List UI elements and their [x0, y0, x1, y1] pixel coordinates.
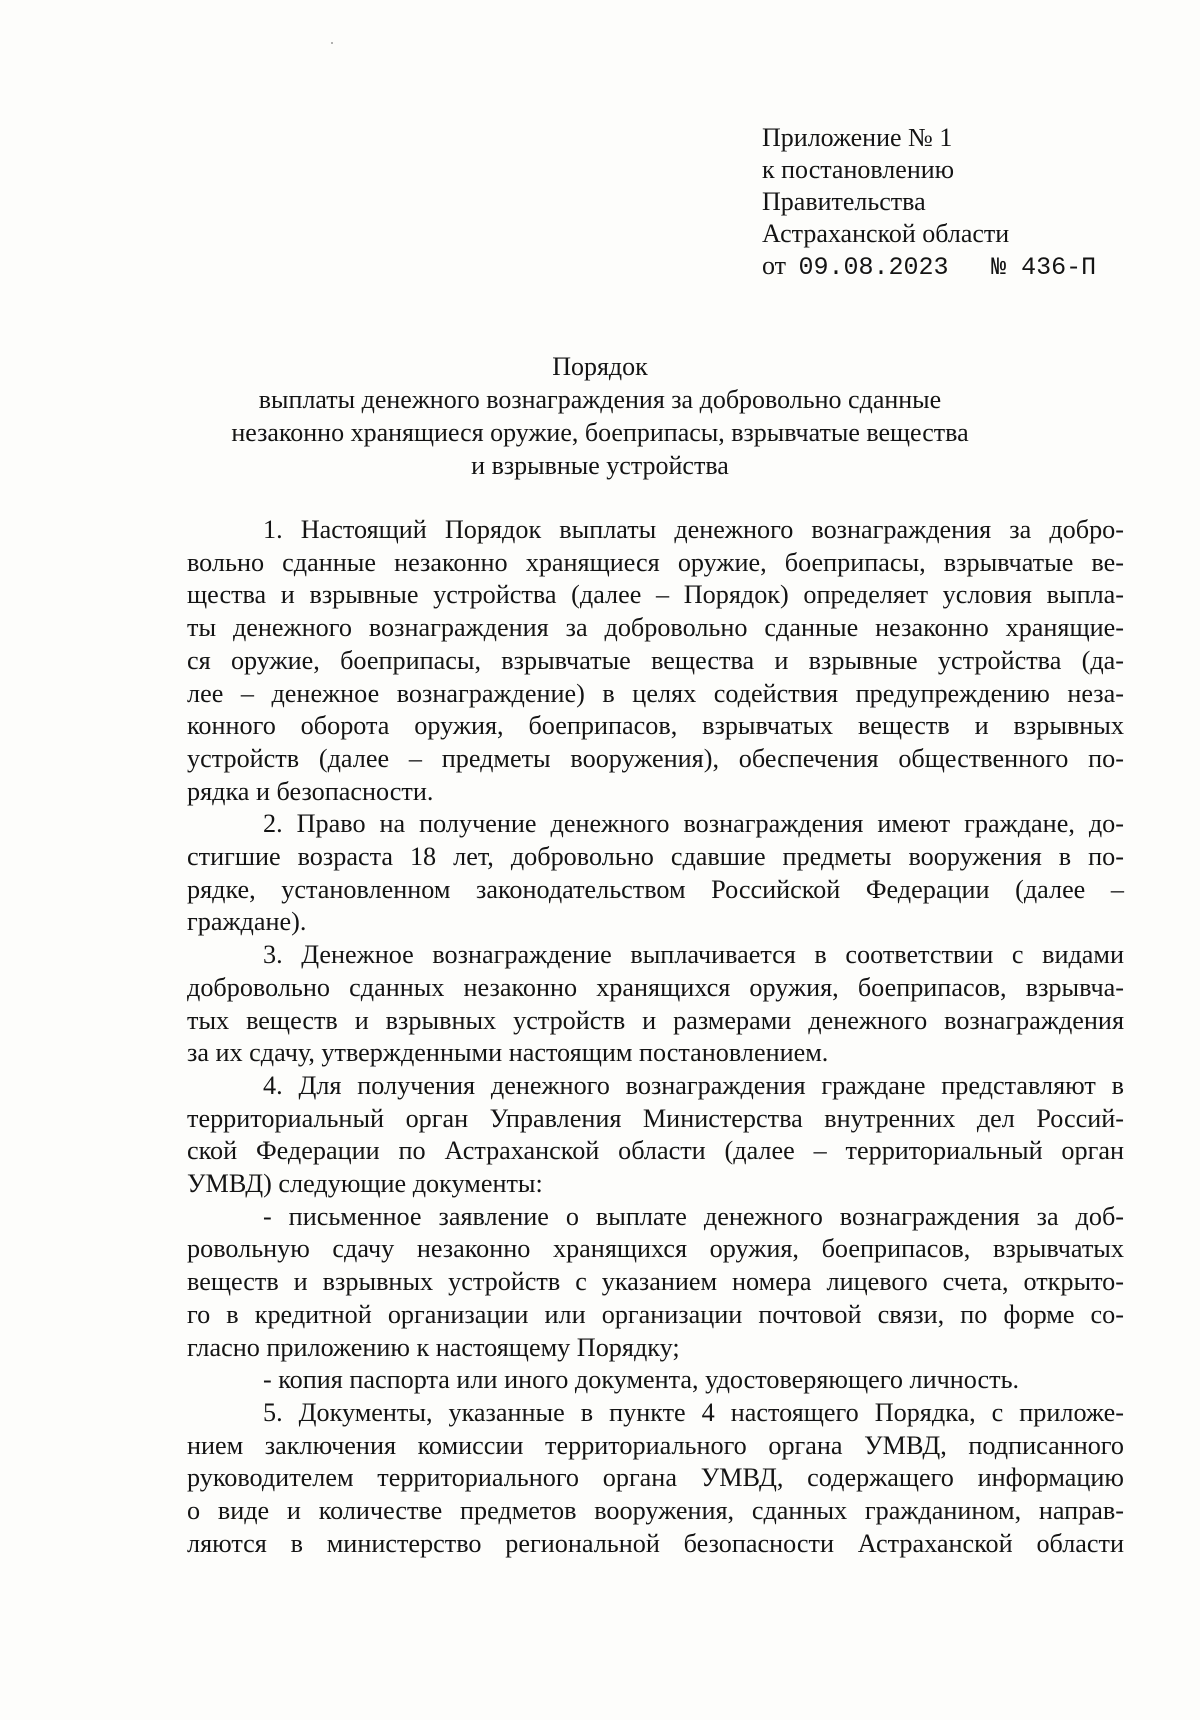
body-line: 2. Право на получение денежного вознаграждения имеют граждане, до- [263, 809, 1124, 839]
body-line: рядка и безопасности. [187, 776, 434, 806]
body-line: нием заключения комиссии территориального органа УМВД, подписанного [187, 1430, 1124, 1460]
body-line: конного оборота оружия, боеприпасов, взрывчатых веществ и взрывных [187, 711, 1124, 741]
heading-title: Порядок [552, 352, 648, 381]
body-line: вольно сданные незаконно хранящиеся оружие, боеприпасы, взрывчатые ве- [187, 547, 1124, 577]
body-line: территориальный орган Управления Министерства внутренних дел Россий- [187, 1103, 1124, 1133]
appendix-block [762, 122, 1182, 284]
body-line: 1. Настоящий Порядок выплаты денежного вознаграждения за добро- [263, 515, 1124, 544]
body-line: о виде и количестве предметов вооружения, сданных гражданином, направ- [187, 1496, 1124, 1526]
body-line: УМВД) следующие документы: [187, 1169, 543, 1199]
appendix-number: № 436-П [991, 253, 1097, 282]
body-line: го в кредитной организации или организации почтовой связи, по форме со- [187, 1299, 1124, 1329]
body-line: рядке, установленном законодательством Российской Федерации (далее – [187, 874, 1124, 904]
body-line: устройств (далее – предметы вооружения), обеспечения общественного по- [187, 743, 1124, 773]
appendix-date-line [762, 250, 1182, 284]
body-line: тых веществ и взрывных устройств и размерами денежного вознаграждения [187, 1005, 1124, 1035]
body-line: 4. Для получения денежного вознаграждения граждане представляют в [263, 1070, 1124, 1100]
appendix-line: Приложение № 1 [762, 123, 953, 152]
body-line: веществ и взрывных устройств с указанием номера лицевого счета, открыто- [187, 1267, 1124, 1297]
body-line: за их сдачу, утвержденными настоящим постановлением. [187, 1038, 829, 1068]
body-line: - письменное заявление о выплате денежного вознаграждения за доб- [263, 1201, 1124, 1231]
body-line: ся оружие, боеприпасы, взрывчатые вещества и взрывные устройства (да- [187, 645, 1124, 675]
body-line: - копия паспорта или иного документа, удостоверяющего личность. [263, 1365, 1020, 1395]
document-body [187, 514, 1124, 1561]
body-line: граждане). [187, 907, 307, 937]
heading-subtitle-line: и взрывные устройства [471, 451, 729, 480]
body-line: 5. Документы, указанные в пункте 4 настоящего Порядка, с приложе- [263, 1397, 1124, 1427]
body-line: лее – денежное вознаграждение) в целях содействия предупреждению неза- [187, 678, 1124, 708]
document-heading [170, 350, 1030, 482]
heading-subtitle-line: выплаты денежного вознаграждения за добровольно сданные [258, 385, 942, 414]
appendix-date-prefix: от [762, 251, 787, 280]
appendix-line: к постановлению [762, 155, 955, 184]
appendix-line: Астраханской области [762, 219, 1010, 248]
body-line: ской Федерации по Астраханской области (далее – территориальный орган [187, 1136, 1124, 1166]
body-line: ровольную сдачу незаконно хранящихся оружия, боеприпасов, взрывчатых [187, 1234, 1124, 1264]
scan-speck [331, 42, 333, 44]
body-line: гласно приложению к настоящему Порядку; [187, 1332, 680, 1362]
heading-subtitle-line: незаконно хранящиеся оружие, боеприпасы, взрывчатые вещества [231, 418, 969, 447]
appendix-date: 09.08.2023 [798, 253, 949, 282]
body-line: 3. Денежное вознаграждение выплачивается в соответствии с видами [263, 940, 1124, 970]
body-line: щества и взрывные устройства (далее – Порядок) определяет условия выпла- [187, 580, 1124, 610]
body-line: ляются в министерство региональной безопасности Астраханской области [187, 1528, 1124, 1558]
body-line: руководителем территориального органа УМВД, содержащего информацию [187, 1463, 1124, 1493]
appendix-line: Правительства [762, 187, 926, 216]
body-line: стигшие возраста 18 лет, добровольно сдавшие предметы вооружения в по- [187, 842, 1124, 872]
body-line: ты денежного вознаграждения за добровольно сданные незаконно хранящие- [187, 613, 1124, 643]
body-line: добровольно сданных незаконно хранящихся оружия, боеприпасов, взрывча- [187, 972, 1124, 1002]
